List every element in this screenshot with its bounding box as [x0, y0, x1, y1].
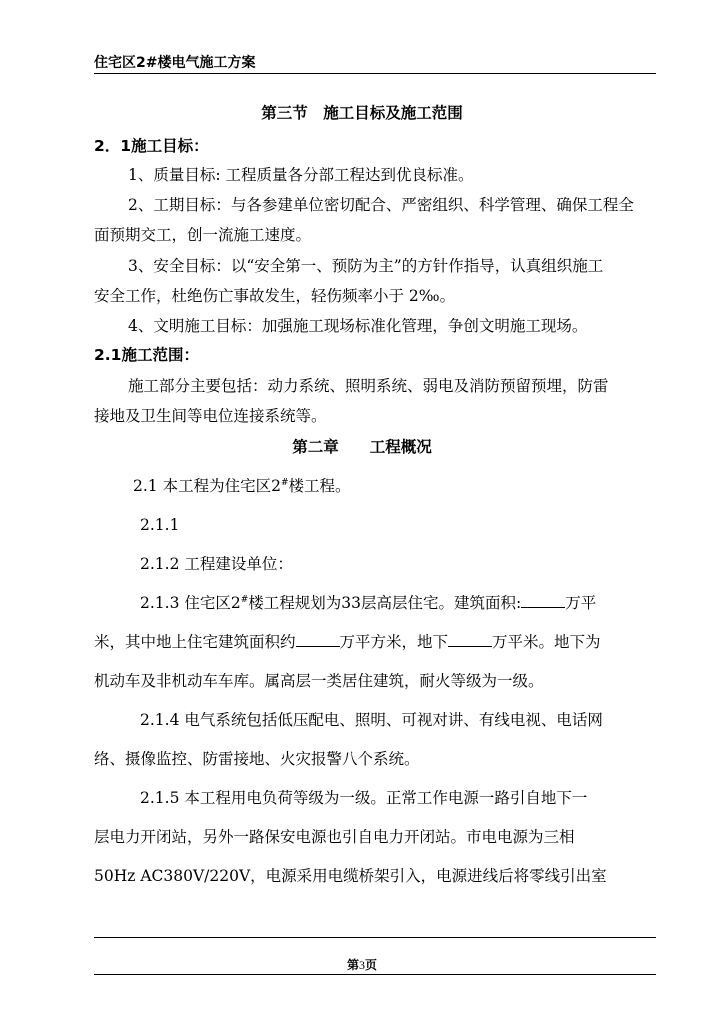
blank-field-total-area	[521, 594, 565, 608]
para-2-1-text-a: 2.1 本工程为住宅区2	[133, 477, 281, 495]
goal-schedule-line2: 面预期交工，创一流施工速度。	[94, 226, 312, 244]
para-2-1-5-line3: 50Hz AC380V/220V，电源采用电缆桥架引入，电源进线后将零线引出室	[94, 867, 607, 885]
goal-safety-line2: 安全工作，杜绝伤亡事故发生，轻伤频率小于 2‰。	[94, 287, 456, 305]
page-footer	[0, 956, 724, 973]
subsection-heading-goals: 2．1施工目标：	[94, 137, 209, 155]
para-2-1-3-line1	[140, 593, 596, 613]
para-2-1-sup: #	[280, 477, 289, 488]
footer-page-number: 3	[359, 958, 365, 972]
para-2-1-3-text-b: 楼工程规划为33层高层住宅。建筑面积:	[248, 594, 522, 612]
para-2-1-3-l2-a: 米，其中地上住宅建筑面积约	[94, 633, 296, 651]
para-2-1-3-line2	[94, 632, 601, 652]
section-heading: 第三节 施工目标及施工范围	[261, 104, 463, 122]
footer-rule-top	[94, 937, 656, 938]
para-2-1-text-b: 楼工程。	[288, 477, 351, 495]
blank-field-above-ground-area	[296, 633, 340, 647]
goal-schedule-line1: 2、工期目标：与各参建单位密切配合、严密组织、科学管理、确保工程全	[128, 196, 634, 214]
scope-line1: 施工部分主要包括：动力系统、照明系统、弱电及消防预留预埋，防雷	[128, 377, 609, 395]
para-2-1-3-line3: 机动车及非机动车车库。属高层一类居住建筑，耐火等级为一级。	[94, 672, 544, 690]
para-2-1-3-text-c: 万平	[565, 594, 597, 612]
scope-line2: 接地及卫生间等电位连接系统等。	[94, 407, 327, 425]
blank-field-underground-area	[448, 633, 492, 647]
running-header-title: 住宅区2#楼电气施工方案	[94, 55, 256, 71]
para-2-1-3-text-a: 2.1.3 住宅区2	[140, 594, 241, 612]
para-2-1	[133, 476, 351, 496]
goal-quality: 1、质量目标: 工程质量各分部工程达到优良标准。	[128, 166, 474, 184]
para-2-1-1: 2.1.1	[140, 516, 180, 534]
footer-rule-bottom	[94, 974, 656, 975]
footer-label-pre: 第	[346, 958, 359, 972]
chapter-heading: 第二章 工程概况	[292, 438, 432, 456]
goal-safety-line1: 3、安全目标：以“安全第一、预防为主”的方针作指导，认真组织施工	[128, 257, 604, 275]
para-2-1-4-line1: 2.1.4 电气系统包括低压配电、照明、可视对讲、有线电视、电话网	[140, 711, 603, 729]
goal-civilized: 4、文明施工目标：加强施工现场标准化管理，争创文明施工现场。	[128, 317, 588, 335]
header-rule	[94, 73, 656, 74]
para-2-1-2: 2.1.2 工程建设单位：	[140, 555, 293, 573]
para-2-1-5-line2: 层电力开闭站，另外一路保安电源也引自电力开闭站。市电电源为三相	[94, 828, 575, 846]
footer-label-post: 页	[365, 958, 378, 972]
para-2-1-3-sup: #	[240, 594, 249, 605]
para-2-1-3-l2-b: 万平方米，地下	[339, 633, 449, 651]
para-2-1-5-line1: 2.1.5 本工程用电负荷等级为一级。正常工作电源一路引自地下一	[140, 789, 588, 807]
subsection-heading-scope: 2.1施工范围：	[94, 346, 199, 364]
para-2-1-3-l2-c: 万平米。地下为	[492, 633, 601, 651]
para-2-1-4-line2: 络、摄像监控、防雷接地、火灾报警八个系统。	[94, 750, 420, 768]
